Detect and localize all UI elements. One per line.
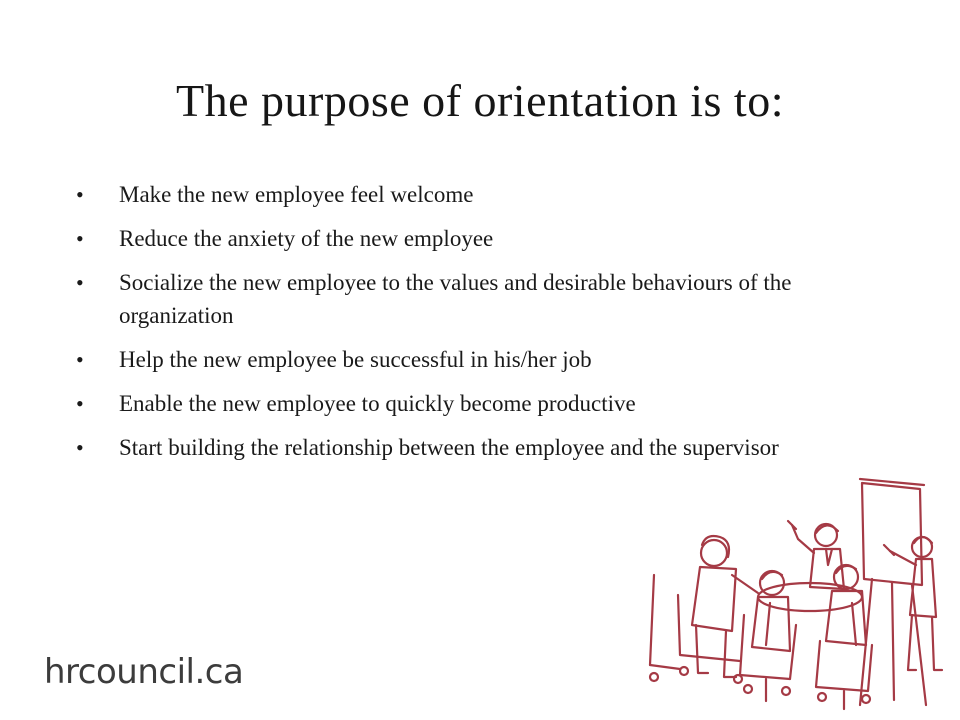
bullet-icon: • [76, 182, 84, 207]
list-item [76, 343, 846, 376]
bullet-text: Enable the new employee to quickly become productive [119, 391, 636, 416]
bullet-text: Socialize the new employee to the values and desirable behaviours of the organization [119, 270, 792, 328]
list-item [76, 431, 846, 464]
table-icon [758, 583, 862, 645]
list-item [76, 266, 846, 332]
raised-hand-figure-icon [788, 521, 844, 589]
bullet-text: Make the new employee feel welcome [119, 182, 474, 207]
bullet-text: Reduce the anxiety of the new employee [119, 226, 494, 251]
list-item [76, 178, 846, 211]
meeting-sketch-icon [640, 465, 960, 720]
list-item [76, 222, 846, 255]
bullet-icon: • [76, 270, 84, 295]
bullet-text: Start building the relationship between the employee and the supervisor [119, 435, 779, 460]
seated-figure-center-icon [740, 571, 796, 701]
brand-logo: hrcouncil.ca [44, 652, 244, 692]
bullet-icon: • [76, 347, 84, 372]
bullet-icon: • [76, 391, 84, 416]
slide-title: The purpose of orientation is to: [176, 75, 784, 126]
bullet-text: Help the new employee be successful in his/her job [119, 347, 592, 372]
bullet-icon: • [76, 226, 84, 251]
seated-figure-left-icon [678, 536, 758, 683]
bullet-icon: • [76, 435, 84, 460]
chair-icon [650, 575, 680, 681]
list-item [76, 387, 846, 420]
bullet-list [76, 178, 846, 475]
